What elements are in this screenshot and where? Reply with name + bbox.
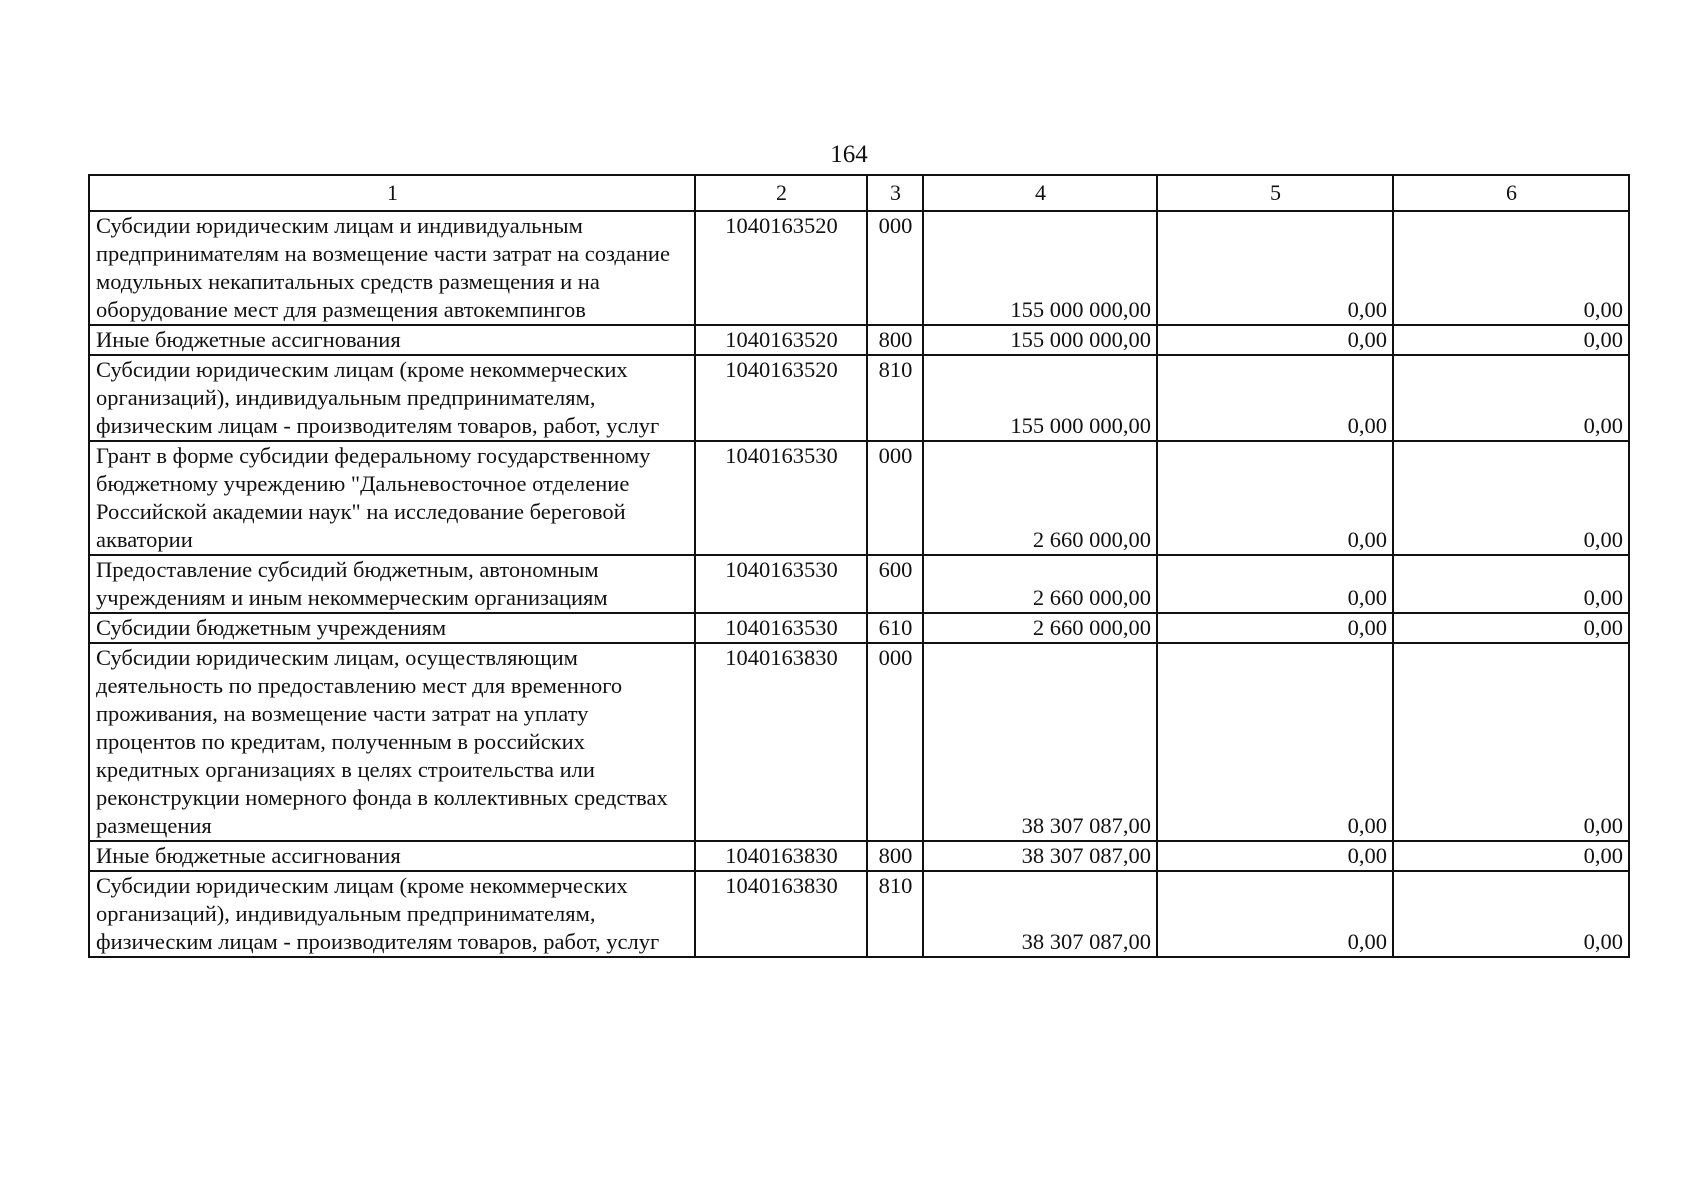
- row-amount-2: 0,00: [1157, 211, 1393, 325]
- row-target-code: 1040163520: [695, 355, 867, 441]
- row-expense-type: 000: [867, 211, 923, 325]
- row-target-code: 1040163830: [695, 841, 867, 871]
- page-number: 164: [830, 141, 868, 168]
- row-amount-3: 0,00: [1393, 643, 1629, 841]
- table-row: [89, 555, 1629, 613]
- row-amount-2: 0,00: [1157, 355, 1393, 441]
- row-name: Предоставление субсидий бюджетным, автономным учреждениям и иным некоммерческим организациям: [89, 555, 695, 613]
- row-name: Иные бюджетные ассигнования: [89, 325, 695, 355]
- row-amount-3: 0,00: [1393, 355, 1629, 441]
- table-row: [89, 355, 1629, 441]
- row-expense-type: 000: [867, 441, 923, 555]
- row-target-code: 1040163830: [695, 643, 867, 841]
- row-expense-type: 800: [867, 841, 923, 871]
- row-name: Субсидии юридическим лицам и индивидуальным предпринимателям на возмещение части затрат на создание модульных некапитальных средств размещения и на оборудование мест для размещения автокемпингов: [89, 211, 695, 325]
- row-amount-2: 0,00: [1157, 441, 1393, 555]
- column-header-6: 6: [1393, 175, 1629, 211]
- row-amount-1: 2 660 000,00: [923, 555, 1157, 613]
- row-amount-2: 0,00: [1157, 643, 1393, 841]
- header-row: [89, 175, 1629, 211]
- row-amount-2: 0,00: [1157, 555, 1393, 613]
- row-amount-2: 0,00: [1157, 613, 1393, 643]
- column-header-5: 5: [1157, 175, 1393, 211]
- row-amount-1: 2 660 000,00: [923, 613, 1157, 643]
- row-expense-type: 800: [867, 325, 923, 355]
- row-amount-2: 0,00: [1157, 325, 1393, 355]
- row-name: Грант в форме субсидии федеральному государственному бюджетному учреждению "Дальневосточное отделение Российской академии наук" на исследование береговой акватории: [89, 441, 695, 555]
- row-target-code: 1040163530: [695, 555, 867, 613]
- table-body: [89, 211, 1629, 957]
- row-expense-type: 000: [867, 643, 923, 841]
- row-amount-1: 38 307 087,00: [923, 871, 1157, 957]
- row-target-code: 1040163520: [695, 211, 867, 325]
- row-amount-3: 0,00: [1393, 441, 1629, 555]
- row-amount-1: 155 000 000,00: [923, 325, 1157, 355]
- row-target-code: 1040163530: [695, 613, 867, 643]
- column-header-2: 2: [695, 175, 867, 211]
- row-amount-3: 0,00: [1393, 211, 1629, 325]
- column-header-1: 1: [89, 175, 695, 211]
- table-row: [89, 643, 1629, 841]
- row-amount-2: 0,00: [1157, 871, 1393, 957]
- row-expense-type: 600: [867, 555, 923, 613]
- row-amount-3: 0,00: [1393, 325, 1629, 355]
- table-row: [89, 613, 1629, 643]
- row-amount-2: 0,00: [1157, 841, 1393, 871]
- row-expense-type: 810: [867, 871, 923, 957]
- row-amount-1: 155 000 000,00: [923, 211, 1157, 325]
- row-name: Субсидии бюджетным учреждениям: [89, 613, 695, 643]
- row-amount-3: 0,00: [1393, 871, 1629, 957]
- table-row: [89, 871, 1629, 957]
- table-row: [89, 325, 1629, 355]
- table-row: [89, 211, 1629, 325]
- row-amount-1: 2 660 000,00: [923, 441, 1157, 555]
- row-name: Иные бюджетные ассигнования: [89, 841, 695, 871]
- row-expense-type: 810: [867, 355, 923, 441]
- row-amount-1: 38 307 087,00: [923, 643, 1157, 841]
- table-row: [89, 441, 1629, 555]
- row-target-code: 1040163520: [695, 325, 867, 355]
- table-row: [89, 841, 1629, 871]
- row-name: Субсидии юридическим лицам (кроме некоммерческих организаций), индивидуальным предпринимателям, физическим лицам - производителям товаров, работ, услуг: [89, 355, 695, 441]
- row-target-code: 1040163530: [695, 441, 867, 555]
- row-name: Субсидии юридическим лицам, осуществляющим деятельность по предоставлению мест для временного проживания, на возмещение части затрат на уплату процентов по кредитам, полученным в российских кредитных организациях в целях строительства или реконструкции номерного фонда в коллективных средствах размещения: [89, 643, 695, 841]
- row-target-code: 1040163830: [695, 871, 867, 957]
- row-amount-1: 38 307 087,00: [923, 841, 1157, 871]
- row-name: Субсидии юридическим лицам (кроме некоммерческих организаций), индивидуальным предпринимателям, физическим лицам - производителям товаров, работ, услуг: [89, 871, 695, 957]
- row-expense-type: 610: [867, 613, 923, 643]
- row-amount-3: 0,00: [1393, 841, 1629, 871]
- row-amount-3: 0,00: [1393, 555, 1629, 613]
- row-amount-3: 0,00: [1393, 613, 1629, 643]
- budget-table: [88, 174, 1630, 958]
- column-header-4: 4: [923, 175, 1157, 211]
- row-amount-1: 155 000 000,00: [923, 355, 1157, 441]
- column-header-3: 3: [867, 175, 923, 211]
- table-header: [89, 175, 1629, 211]
